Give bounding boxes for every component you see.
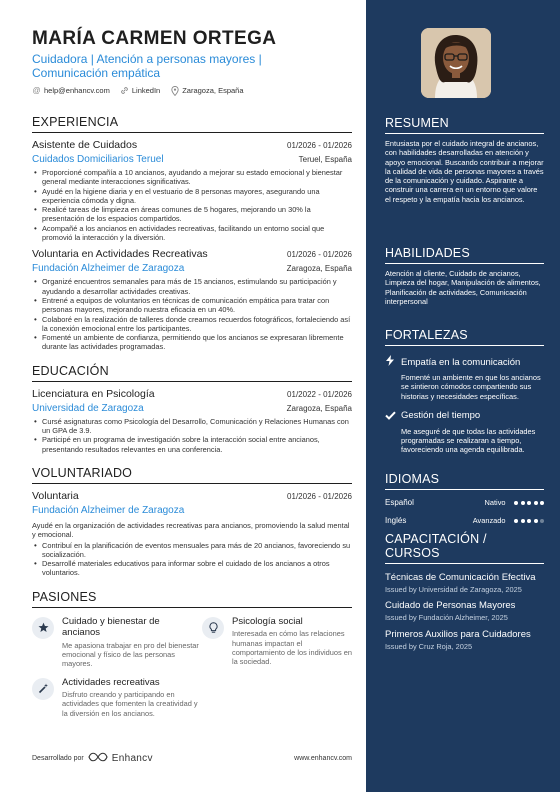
rating-dot xyxy=(521,501,525,505)
school-name[interactable]: Universidad de Zaragoza xyxy=(32,402,144,414)
experience-entry xyxy=(32,248,352,351)
rating-dot xyxy=(534,501,538,505)
website-link[interactable]: www.enhancv.com xyxy=(294,754,352,762)
rating-dot xyxy=(527,519,531,523)
linkedin-text: LinkedIn xyxy=(131,86,161,95)
course-item xyxy=(385,629,544,651)
language-name: Español xyxy=(385,498,414,507)
link-icon xyxy=(120,86,129,95)
language-level: Nativo xyxy=(484,498,506,507)
location-pin-icon xyxy=(170,86,179,95)
bullet-item: • Entrené a equipos de voluntarios en técnicas de comunicación empática para tratar con personas mayores, mejorando nuestra eficacia en un 40%. xyxy=(32,296,352,315)
education-section xyxy=(32,364,352,454)
company-name[interactable]: Cuidados Domiciliarios Teruel xyxy=(32,154,164,165)
checkmark-icon xyxy=(385,407,397,425)
language-row xyxy=(385,516,544,525)
rating-dot xyxy=(527,501,531,505)
experience-title: EXPERIENCIA xyxy=(32,115,352,133)
sidebar xyxy=(366,0,560,792)
summary-title: RESUMEN xyxy=(385,116,544,134)
language-rating xyxy=(512,519,545,523)
volunteering-section xyxy=(32,466,352,578)
passion-text: Disfruto creando y participando en actividades que fomenten la creatividad y la diversión en los ancianos. xyxy=(62,690,198,718)
bullet-item: • Organizé encuentros semanales para más de 15 ancianos, estimulando su participación y ayudando a desarrollar actividades creativas. xyxy=(32,277,352,296)
language-name: Inglés xyxy=(385,516,407,525)
location xyxy=(170,86,243,95)
volunteer-organization[interactable]: Fundación Alzheimer de Zaragoza xyxy=(32,504,185,516)
language-rating xyxy=(512,501,545,505)
passions-section xyxy=(32,590,352,726)
rating-dot xyxy=(540,501,544,505)
education-title: EDUCACIÓN xyxy=(32,364,352,382)
volunteer-bullets xyxy=(32,541,352,578)
rating-dot xyxy=(514,501,518,505)
course-title: Técnicas de Comunicación Efectiva xyxy=(385,572,536,583)
strength-item xyxy=(385,353,544,401)
course-meta: Issued by Fundación Alzheimer, 2025 xyxy=(385,613,508,623)
passion-item xyxy=(202,616,352,669)
courses-title: CAPACITACIÓN / CURSOS xyxy=(385,532,544,564)
course-meta: Issued by Universidad de Zaragoza, 2025 xyxy=(385,585,522,594)
strength-text: Me aseguré de que todas las actividades programadas se realizaran a tiempo, favoreciendo una agenda equilibrada. xyxy=(401,426,536,455)
candidate-name: MARÍA CARMEN ORTEGA xyxy=(32,28,277,49)
powered-by-text: Desarrollado por xyxy=(32,754,84,762)
experience-section xyxy=(32,115,352,352)
bullet-item: • Colaboré en la realización de talleres donde creamos recuerdos fotográficos, fortaleciendo así la conexión emocional entre los participantes. xyxy=(32,315,352,334)
languages-title: IDIOMAS xyxy=(385,472,544,490)
strengths-title: FORTALEZAS xyxy=(385,328,544,346)
language-level: Avanzado xyxy=(472,516,506,525)
volunteer-date: 01/2026 - 01/2026 xyxy=(287,491,352,501)
location-text: Zaragoza, España xyxy=(182,86,244,95)
education-date: 01/2022 - 01/2026 xyxy=(287,389,352,399)
rating-dot xyxy=(534,519,538,523)
degree-title: Licenciatura en Psicología xyxy=(32,387,155,400)
summary-section xyxy=(385,116,544,204)
course-item xyxy=(385,572,544,594)
bullet-item: • Desarrollé materiales educativos para informar sobre el cuidado de los ancianos a otros voluntarios. xyxy=(32,559,352,578)
passion-text: Me apasiona trabajar en pro del bienestar emocional y físico de las personas mayores. xyxy=(62,640,199,669)
course-title: Cuidado de Personas Mayores xyxy=(385,600,516,612)
bullet-item: • Ayudé en la higiene diaria y en el vestuario de 8 personas mayores, asegurando una experiencia cómoda y digna. xyxy=(32,187,352,206)
rating-dot xyxy=(514,519,518,523)
magic-wand-icon xyxy=(32,678,54,700)
company-name[interactable]: Fundación Alzheimer de Zaragoza xyxy=(32,263,185,275)
strengths-section xyxy=(385,328,544,455)
headline: Cuidadora | Atención a personas mayores | Comunicación empática xyxy=(32,52,262,80)
strength-text: Fomenté un ambiente en que los ancianos se sintieron cómodos compartiendo sus historias y necesidades específicas. xyxy=(401,373,541,401)
enhancv-logo-icon xyxy=(88,752,108,764)
skills-title: HABILIDADES xyxy=(385,246,544,264)
email-link[interactable] xyxy=(32,86,110,95)
bullet-item: • Proporcioné compañía a 10 ancianos, ayudando a mejorar su estado emocional y bienestar general mediante interacciones significativas. xyxy=(32,168,352,187)
brand[interactable] xyxy=(32,752,153,764)
job-location: Zaragoza, España xyxy=(286,264,352,274)
bullet-item: • Fomenté un ambiente de confianza, permitiendo que los ancianos se expresaran libremente durante las actividades programadas. xyxy=(32,333,352,352)
course-title: Primeros Auxilios para Cuidadores xyxy=(385,628,531,640)
bullet-item: • Participé en un programa de investigación sobre la interacción social entre ancianos, presentando resultados relevantes en una conferencia. xyxy=(32,435,352,454)
summary-text: Entusiasta por el cuidado integral de ancianos, con habilidades desarrolladas en atención y apoyo emocional. Buscando contribuir a mejorar la calidad de vida de personas mayores a través de la comunicación y cuidado. Aspirante a construir una carrera en un entorno que valore el respeto y la empatía hacia los ancianos. xyxy=(385,139,544,204)
passion-item xyxy=(32,616,200,669)
skills-section xyxy=(385,246,544,306)
passion-title: Psicología social xyxy=(232,615,303,627)
bullet-item: • Acompañé a los ancianos en actividades recreativas, facilitando un entorno social que promovió la interacción y la diversión. xyxy=(32,224,352,243)
bullet-item: • Cursé asignaturas como Psicología del Desarrollo, Comunicación y Relaciones Humanas con un GPA de 3.9. xyxy=(32,417,352,436)
job-title: Voluntaria en Actividades Recreativas xyxy=(32,248,208,261)
lightning-icon xyxy=(385,353,397,371)
bullet-item: • Contribuí en la planificación de eventos mensuales para más de 20 ancianos, favoreciendo su socialización. xyxy=(32,541,352,560)
star-icon xyxy=(32,617,54,639)
strength-title: Gestión del tiempo xyxy=(401,410,481,422)
education-bullets xyxy=(32,417,352,454)
course-item xyxy=(385,600,544,622)
languages-section xyxy=(385,472,544,525)
footer xyxy=(32,752,352,764)
job-date: 01/2026 - 01/2026 xyxy=(287,250,352,260)
job-title: Asistente de Cuidados xyxy=(32,139,138,151)
volunteer-role: Voluntaria xyxy=(32,489,79,502)
lightbulb-icon xyxy=(202,617,224,639)
volunteering-title: VOLUNTARIADO xyxy=(32,466,352,484)
education-entry xyxy=(32,388,352,454)
strength-item xyxy=(385,407,544,455)
job-date: 01/2026 - 01/2026 xyxy=(287,141,352,150)
bullet-item: • Realicé tareas de limpieza en áreas comunes de 5 hogares, mejorando un 30% la presentación de los espacios compartidos. xyxy=(32,205,352,224)
job-location: Teruel, España xyxy=(298,155,352,164)
volunteer-description: Ayudé en la organización de actividades recreativas para ancianos, promoviendo la salud mental y emocional. xyxy=(32,520,350,540)
school-location: Zaragoza, España xyxy=(286,403,352,413)
profile-photo xyxy=(421,28,491,98)
rating-dot xyxy=(540,519,544,523)
rating-dot xyxy=(521,519,525,523)
volunteering-entry xyxy=(32,490,352,578)
skills-text: Atención al cliente, Cuidado de ancianos, Limpieza del hogar, Manipulación de alimentos, Planificación de actividades, Comunicación interpersonal xyxy=(385,269,541,306)
courses-section xyxy=(385,532,544,651)
brand-name: Enhancv xyxy=(111,752,153,764)
passion-item xyxy=(32,677,200,718)
strength-title: Empatía en la comunicación xyxy=(401,356,521,368)
contact-bar xyxy=(32,86,352,95)
passions-title: PASIONES xyxy=(32,590,352,608)
email-text: help@enhancv.com xyxy=(44,86,110,95)
passion-title: Actividades recreativas xyxy=(62,676,160,688)
language-row xyxy=(385,498,544,507)
course-meta: Issued by Cruz Roja, 2025 xyxy=(385,641,473,651)
passion-title: Cuidado y bienestar de ancianos xyxy=(62,615,160,639)
linkedin-link[interactable] xyxy=(120,86,160,95)
job-bullets xyxy=(32,168,352,242)
experience-entry xyxy=(32,139,352,242)
at-icon: @ xyxy=(32,86,41,95)
job-bullets xyxy=(32,277,352,351)
passion-text: Interesada en cómo las relaciones humanas impactan el comportamiento de los individuos en la sociedad. xyxy=(232,629,352,667)
